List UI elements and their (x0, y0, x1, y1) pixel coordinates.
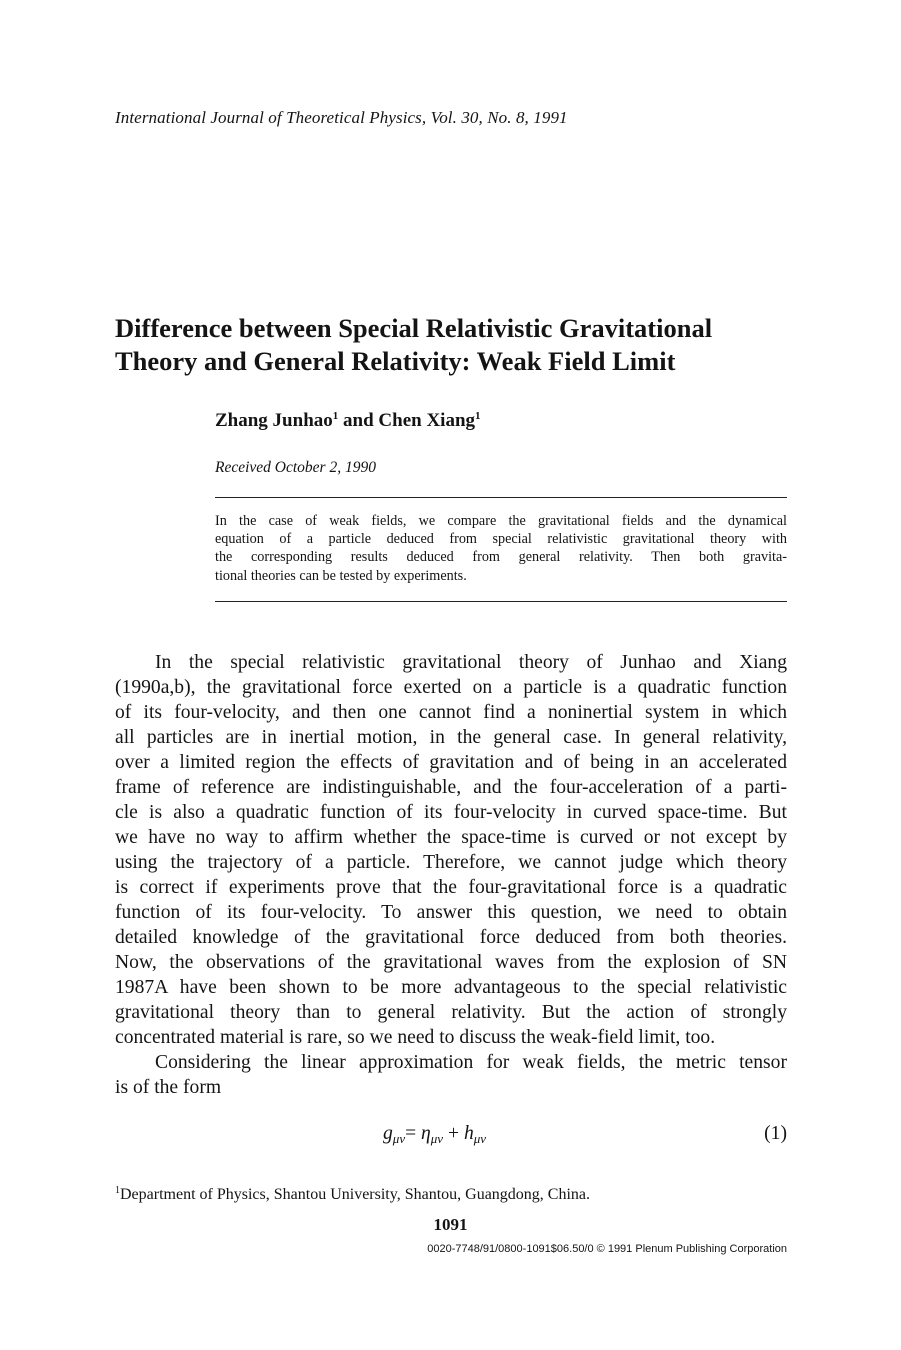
abstract-bottom-rule (215, 601, 787, 602)
minkowski-symbol: η (421, 1123, 431, 1144)
body-line: Now, the observations of the gravitational waves from the explosion of SN (115, 952, 787, 973)
paper-title (115, 312, 835, 378)
footnote (115, 1186, 590, 1204)
index-subscript: μν (473, 1131, 487, 1146)
equals-sign: = (405, 1123, 422, 1144)
plus-sign: + (443, 1123, 464, 1144)
body-line: concentrated material is rare, so we need to discuss the weak-field limit, too. (115, 1027, 716, 1048)
author-name: Zhang Junhao (215, 410, 333, 431)
abstract-line: equation of a particle deduced from special relativistic gravitational theory with (215, 531, 787, 548)
body-line: function of its four-velocity. To answer this question, we need to obtain (115, 902, 787, 923)
copyright-line: 0020-7748/91/0800-1091$06.50/0 © 1991 Plenum Publishing Corporation (427, 1243, 787, 1255)
perturbation-symbol: h (463, 1123, 474, 1144)
body-line: cle is also a quadratic function of its four-velocity in curved space-time. But (115, 802, 787, 823)
body-line: over a limited region the effects of gravitation and of being in an accelerated (115, 752, 787, 773)
page-number: 1091 (433, 1215, 468, 1234)
body-line: frame of reference are indistinguishable, and the four-acceleration of a parti- (115, 777, 787, 798)
equation-number: (1) (764, 1123, 787, 1144)
abstract-line: the corresponding results deduced from general relativity. Then both gravita- (215, 549, 787, 566)
equation-1 (115, 1123, 787, 1151)
abstract-line: In the case of weak fields, we compare the gravitational fields and the dynamical (215, 513, 787, 529)
footnote-marker: 1 (115, 1185, 120, 1196)
body-line: we have no way to affirm whether the space-time is curved or not except by (115, 827, 787, 848)
metric-symbol: g (383, 1123, 393, 1144)
body-line: is of the form (115, 1077, 222, 1098)
abstract-line: tional theories can be tested by experiments. (215, 567, 467, 584)
journal-citation: International Journal of Theoretical Physics, Vol. 30, No. 8, 1991 (115, 108, 568, 127)
index-subscript: μν (392, 1131, 406, 1146)
author-list (215, 410, 481, 432)
title-line: Theory and General Relativity: Weak Field Limit (115, 346, 676, 376)
body-line: gravitational theory than to general relativity. But the action of strongly (115, 1002, 787, 1023)
body-line: 1987A have been shown to be more advantageous to the special relativistic (115, 977, 787, 998)
body-line: In the special relativistic gravitational theory of Junhao and Xiang (155, 652, 787, 673)
author-conjunction: and (338, 410, 379, 431)
body-line: using the trajectory of a particle. Therefore, we cannot judge which theory (115, 852, 787, 873)
body-text (115, 650, 787, 1100)
body-line: (1990a,b), the gravitational force exerted on a particle is a quadratic function (115, 677, 787, 698)
equation-expression (383, 1123, 486, 1145)
footnote-text: Department of Physics, Shantou University, Shantou, Guangdong, China. (120, 1186, 591, 1203)
body-line: all particles are in inertial motion, in the general case. In general relativity, (115, 727, 787, 748)
body-line: Considering the linear approximation for weak fields, the metric tensor (155, 1052, 787, 1073)
abstract (215, 512, 787, 585)
index-subscript: μν (430, 1131, 444, 1146)
body-line: is correct if experiments prove that the four-gravitational force is a quadratic (115, 877, 787, 898)
body-line: of its four-velocity, and then one cannot find a noninertial system in which (115, 702, 787, 723)
affiliation-marker: 1 (332, 410, 339, 422)
received-date: Received October 2, 1990 (215, 459, 376, 476)
affiliation-marker: 1 (475, 410, 481, 422)
title-line: Difference between Special Relativistic Gravitational (115, 313, 713, 343)
body-line: detailed knowledge of the gravitational force deduced from both theories. (115, 927, 787, 948)
abstract-top-rule (215, 497, 787, 498)
author-name: Chen Xiang (378, 410, 476, 431)
